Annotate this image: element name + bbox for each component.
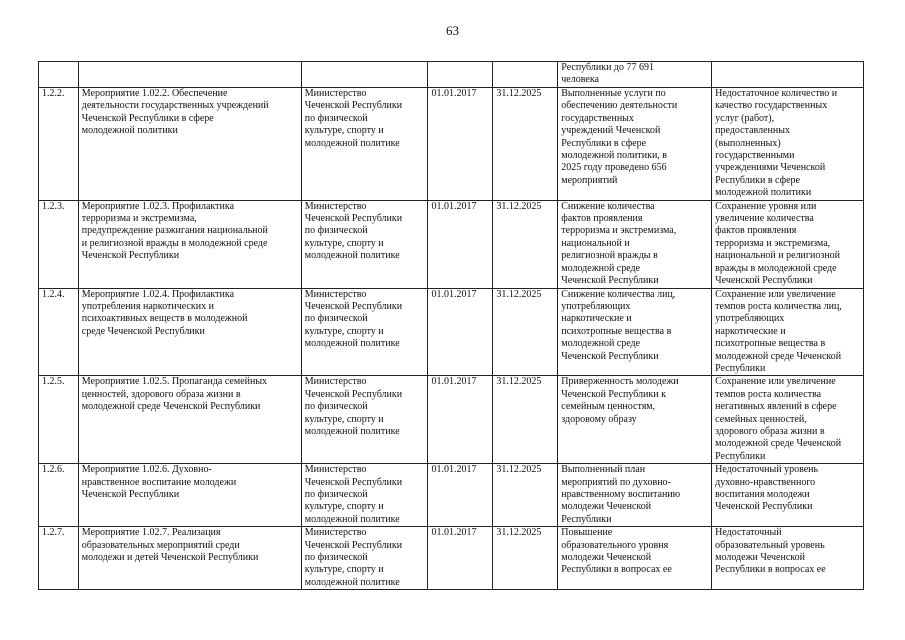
cell-activity: Мероприятие 1.02.6. Духовно- нравственное воспитание молодежи Чеченской Республики: [78, 464, 301, 527]
cell-start-date: 01.01.2017: [428, 527, 493, 590]
cell-activity: Мероприятие 1.02.3. Профилактика терроризма и экстремизма, предупреждение разжигания национальной и религиозной вражды в молодежной среде Чеченской Республики: [78, 200, 301, 288]
table-row-continuation: [39, 62, 864, 88]
cell-activity: [78, 62, 301, 88]
cell-expected-result: Республики до 77 691 человека: [558, 62, 712, 88]
program-activities-table: [38, 61, 864, 590]
cell-expected-result: Снижение количества фактов проявления терроризма и экстремизма, национальной и религиозной вражды в молодежной среде Чеченской Республики: [558, 200, 712, 288]
table-row: [39, 464, 864, 527]
cell-end-date: 31.12.2025: [493, 88, 558, 201]
cell-expected-result: Выполненные услуги по обеспечению деятельности государственных учреждений Чеченской Республики в сфере молодежной политики, в 2025 году проведено 656 мероприятий: [558, 88, 712, 201]
cell-risk: [712, 62, 864, 88]
cell-start-date: 01.01.2017: [428, 88, 493, 201]
cell-executor: Министерство Чеченской Республики по физической культуре, спорту и молодежной политике: [301, 200, 428, 288]
cell-number: 1.2.2.: [39, 88, 79, 201]
cell-executor: [301, 62, 428, 88]
cell-risk: Недостаточный образовательный уровень молодежи Чеченской Республики в вопросах ее: [712, 527, 864, 590]
cell-start-date: 01.01.2017: [428, 376, 493, 464]
cell-executor: Министерство Чеченской Республики по физической культуре, спорту и молодежной политике: [301, 376, 428, 464]
cell-risk: Сохранение или увеличение темпов роста количества негативных явлений в сфере семейных ценностей, здорового образа жизни в молодежной среде Чеченской Республики: [712, 376, 864, 464]
cell-end-date: 31.12.2025: [493, 288, 558, 376]
cell-expected-result: Повышение образовательного уровня молодежи Чеченской Республики в вопросах ее: [558, 527, 712, 590]
cell-expected-result: Выполненный план мероприятий по духовно- нравственному воспитанию молодежи Чеченской Республики: [558, 464, 712, 527]
table-row: [39, 288, 864, 376]
cell-executor: Министерство Чеченской Республики по физической культуре, спорту и молодежной политике: [301, 88, 428, 201]
cell-activity: Мероприятие 1.02.7. Реализация образовательных мероприятий среди молодежи и детей Чеченской Республики: [78, 527, 301, 590]
cell-end-date: 31.12.2025: [493, 200, 558, 288]
cell-expected-result: Приверженность молодежи Чеченской Республики к семейным ценностям, здоровому образу: [558, 376, 712, 464]
cell-start-date: [428, 62, 493, 88]
cell-expected-result: Снижение количества лиц, употребляющих наркотические и психотропные вещества в молодежной среде Чеченской Республики: [558, 288, 712, 376]
cell-end-date: [493, 62, 558, 88]
cell-activity: Мероприятие 1.02.4. Профилактика употребления наркотических и психоактивных веществ в молодежной среде Чеченской Республики: [78, 288, 301, 376]
cell-start-date: 01.01.2017: [428, 464, 493, 527]
cell-start-date: 01.01.2017: [428, 200, 493, 288]
cell-risk: Сохранение или увеличение темпов роста количества лиц, употребляющих наркотические и психотропные вещества в молодежной среде Чеченской Республики: [712, 288, 864, 376]
table-row: [39, 376, 864, 464]
cell-number: 1.2.4.: [39, 288, 79, 376]
table-row: [39, 88, 864, 201]
cell-risk: Сохранение уровня или увеличение количества фактов проявления терроризма и экстремизма, национальной и религиозной вражды в молодежной среде Чеченской Республики: [712, 200, 864, 288]
cell-end-date: 31.12.2025: [493, 527, 558, 590]
cell-executor: Министерство Чеченской Республики по физической культуре, спорту и молодежной политике: [301, 464, 428, 527]
cell-start-date: 01.01.2017: [428, 288, 493, 376]
table-row: [39, 200, 864, 288]
cell-number: 1.2.7.: [39, 527, 79, 590]
cell-end-date: 31.12.2025: [493, 464, 558, 527]
cell-number: 1.2.5.: [39, 376, 79, 464]
cell-executor: Министерство Чеченской Республики по физической культуре, спорту и молодежной политике: [301, 288, 428, 376]
table-row: [39, 527, 864, 590]
page-number: 63: [446, 23, 459, 38]
cell-number: 1.2.6.: [39, 464, 79, 527]
cell-risk: Недостаточный уровень духовно-нравственного воспитания молодежи Чеченской Республики: [712, 464, 864, 527]
cell-executor: Министерство Чеченской Республики по физической культуре, спорту и молодежной политике: [301, 527, 428, 590]
cell-number: [39, 62, 79, 88]
cell-activity: Мероприятие 1.02.5. Пропаганда семейных ценностей, здорового образа жизни в молодежной среде Чеченской Республики: [78, 376, 301, 464]
cell-risk: Недостаточное количество и качество государственных услуг (работ), предоставленных (выполненных) государственными учреждениями Чеченской Республики в сфере молодежной политики: [712, 88, 864, 201]
cell-number: 1.2.3.: [39, 200, 79, 288]
cell-activity: Мероприятие 1.02.2. Обеспечение деятельности государственных учреждений Чеченской Республики в сфере молодежной политики: [78, 88, 301, 201]
cell-end-date: 31.12.2025: [493, 376, 558, 464]
